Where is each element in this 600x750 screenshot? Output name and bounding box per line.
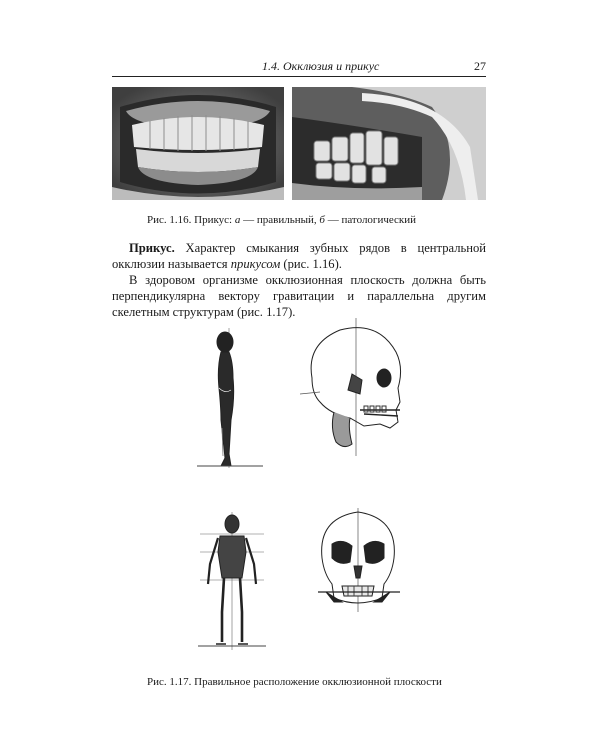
figure-1-17-caption: Рис. 1.17. Правильное расположение окклюзионной плоскости (147, 676, 442, 688)
figure-side-body-silhouette (195, 328, 265, 473)
figure-side-skull-outline (300, 318, 412, 456)
caption-prefix: Рис. 1.16. Прикус: (147, 214, 235, 226)
figure-front-skeleton (196, 512, 268, 650)
caption-text-b: — патологический (324, 214, 417, 226)
page-number: 27 (474, 59, 486, 73)
photo-correct-bite (112, 87, 284, 200)
caption-label-b: б (319, 214, 325, 226)
term-bold: Прикус. (129, 241, 175, 255)
paragraph-bite-definition (112, 240, 486, 272)
paragraph-occlusal-plane: В здоровом организме окклюзионная плоскость должна быть перпендикулярна вектору гравитации и параллельна другим скелетным структурам (рис. 1.17). (112, 273, 486, 319)
figure-front-skull (312, 508, 404, 612)
frontal-teeth-photo (112, 87, 284, 200)
running-header (112, 58, 486, 77)
caption-text-a: — правильный, (240, 214, 320, 226)
lateral-teeth-photo (292, 87, 486, 200)
term-italic: прикусом (230, 257, 281, 271)
paragraph-1-ref: (рис. 1.16). (280, 257, 342, 271)
paragraph-1-text: Характер смыкания зубных рядов в центральной окклюзии называется (112, 241, 486, 271)
photo-pathological-bite (292, 87, 486, 200)
figure-1-16-caption (147, 214, 416, 226)
caption-label-a: а (234, 214, 241, 226)
running-title: 1.4. Окклюзия и прикус (262, 59, 380, 73)
